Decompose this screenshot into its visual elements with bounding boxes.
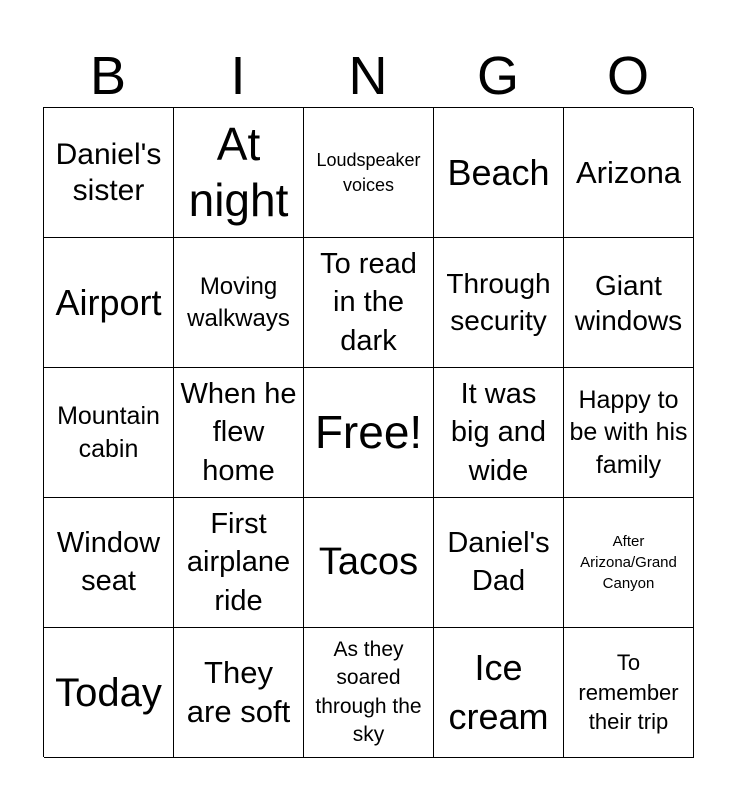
bingo-cell-r5-c3[interactable] (304, 628, 434, 758)
cell-text: After Arizona/Grand Canyon (580, 533, 677, 592)
bingo-cell-r4-c4[interactable] (434, 498, 564, 628)
bingo-cell-r5-c5[interactable] (564, 628, 694, 758)
header-letter-b: B (89, 46, 127, 106)
cell-text: Mountain cabin (57, 402, 160, 463)
cell-text: Happy to be with his family (569, 385, 688, 479)
cell-text: To read in the dark (320, 247, 417, 357)
cell-text: To remember their trip (578, 649, 679, 735)
header-letter-g: G (476, 46, 519, 106)
cell-text: Moving walkways (187, 273, 290, 332)
bingo-cell-r1-c5[interactable] (564, 108, 694, 238)
header-letter-n: N (348, 46, 388, 106)
cell-text: They are soft (186, 654, 291, 729)
bingo-board (43, 107, 693, 757)
header-letter-i: I (230, 46, 246, 106)
bingo-cell-r5-c2[interactable] (174, 628, 304, 758)
bingo-cell-r3-c4[interactable] (434, 368, 564, 498)
bingo-cell-r1-c2[interactable] (174, 108, 304, 238)
cell-text: Daniel's Dad (447, 526, 550, 597)
bingo-cell-r4-c2[interactable] (174, 498, 304, 628)
cell-text: Airport (55, 281, 162, 323)
bingo-cell-r4-c5[interactable] (564, 498, 694, 628)
cell-text: When he flew home (180, 377, 297, 487)
bingo-cell-r5-c1[interactable] (44, 628, 174, 758)
cell-text: At night (188, 118, 289, 226)
cell-text: Giant windows (574, 269, 683, 336)
bingo-cell-r4-c3[interactable] (304, 498, 434, 628)
cell-text: Today (55, 670, 162, 715)
bingo-cell-r4-c1[interactable] (44, 498, 174, 628)
cell-text: Beach (447, 151, 550, 193)
bingo-cell-r1-c4[interactable] (434, 108, 564, 238)
cell-text: It was big and wide (450, 377, 547, 487)
bingo-cell-r2-c2[interactable] (174, 238, 304, 368)
cell-text: Loudspeaker voices (316, 150, 421, 195)
header-letter-o: O (606, 46, 649, 106)
cell-text: As they soared through the sky (315, 637, 422, 746)
cell-text: Ice cream (448, 646, 549, 737)
cell-text: Tacos (318, 540, 419, 583)
bingo-cell-r3-c1[interactable] (44, 368, 174, 498)
cell-text: Through security (446, 268, 551, 336)
bingo-cell-r2-c1[interactable] (44, 238, 174, 368)
cell-text: Arizona (575, 154, 682, 190)
bingo-cell-r3-c5[interactable] (564, 368, 694, 498)
cell-text: Daniel's sister (55, 137, 162, 207)
bingo-cell-r2-c4[interactable] (434, 238, 564, 368)
bingo-cell-r1-c3[interactable] (304, 108, 434, 238)
bingo-cell-r1-c1[interactable] (44, 108, 174, 238)
bingo-cell-r3-c2[interactable] (174, 368, 304, 498)
bingo-cell-r2-c5[interactable] (564, 238, 694, 368)
cell-text: Free! (314, 405, 423, 458)
bingo-cell-r2-c3[interactable] (304, 238, 434, 368)
bingo-header (43, 46, 693, 106)
bingo-cell-r5-c4[interactable] (434, 628, 564, 758)
cell-text: Window seat (56, 526, 161, 597)
bingo-cell-r3-c3[interactable] (304, 368, 434, 498)
cell-text: First airplane ride (186, 507, 291, 617)
